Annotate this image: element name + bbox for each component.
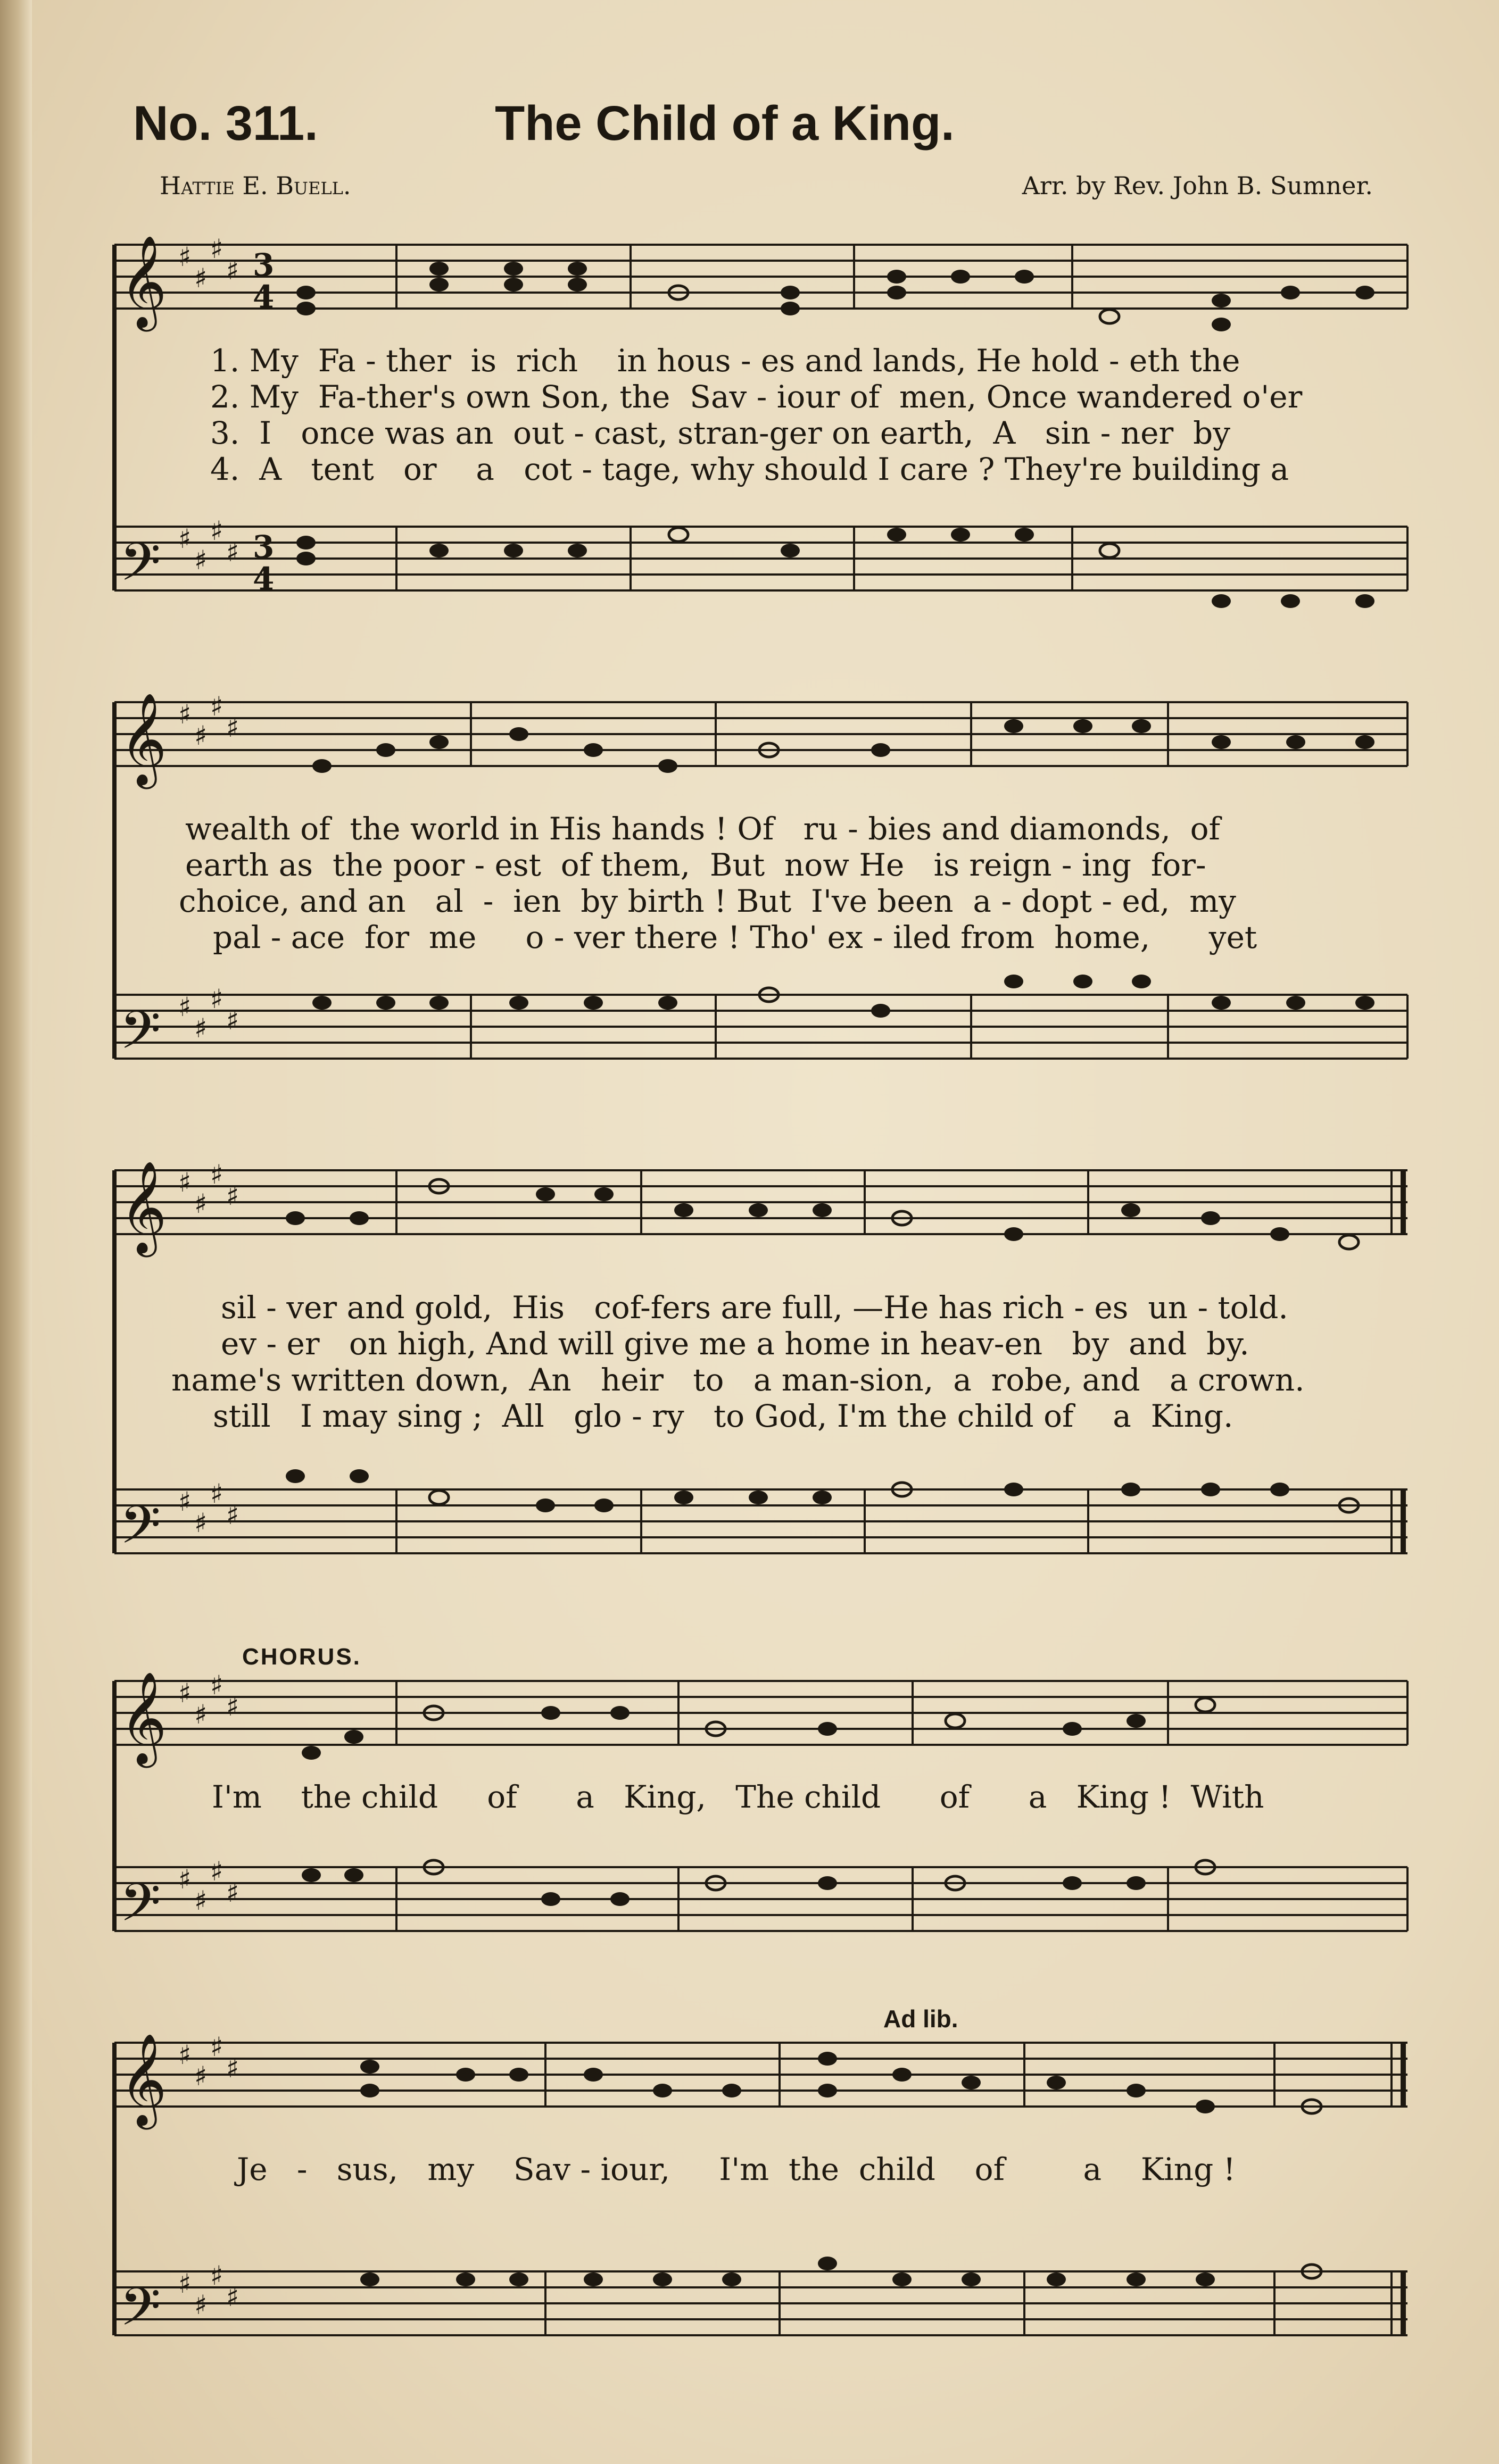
- svg-text:♯: ♯: [226, 537, 239, 568]
- svg-text:♯: ♯: [178, 1678, 192, 1709]
- svg-text:♯: ♯: [178, 242, 192, 272]
- svg-text:𝄢: 𝄢: [120, 1495, 161, 1569]
- svg-text:♯: ♯: [226, 255, 239, 286]
- svg-text:♯: ♯: [210, 984, 223, 1014]
- svg-text:♯: ♯: [194, 2290, 208, 2320]
- lyric-line-chorus-2: Je - sus, my Sav - iour, I'm the child of a King !: [237, 2151, 1236, 2187]
- svg-text:♯: ♯: [178, 2268, 192, 2299]
- chorus-label: CHORUS.: [242, 1644, 361, 1670]
- svg-text:♯: ♯: [194, 1885, 208, 1916]
- svg-text:♯: ♯: [226, 1005, 239, 1036]
- svg-text:♯: ♯: [178, 992, 192, 1022]
- lyric-line-verse-4: pal - ace for me o - ver there ! Tho' ex - iled from home, yet: [213, 919, 1257, 955]
- hymn-title: The Child of a King.: [495, 96, 955, 151]
- lyric-line-verse-3: name's written down, An heir to a man-sion, a robe, and a crown.: [171, 1362, 1305, 1398]
- staff-notation: [98, 2027, 1423, 2367]
- svg-text:♯: ♯: [194, 545, 208, 576]
- lyric-line-verse-3: choice, and an al - ien by birth ! But I've been a - dopt - ed, my: [179, 883, 1236, 919]
- svg-text:♯: ♯: [194, 1188, 208, 1219]
- svg-text:♯: ♯: [178, 1864, 192, 1895]
- svg-text:♯: ♯: [194, 263, 208, 294]
- svg-text:♯: ♯: [194, 720, 208, 751]
- svg-text:♯: ♯: [226, 1691, 239, 1722]
- svg-text:♯: ♯: [226, 1180, 239, 1211]
- svg-text:♯: ♯: [210, 1670, 223, 1701]
- svg-text:𝄢: 𝄢: [120, 2277, 161, 2351]
- svg-text:♯: ♯: [210, 1856, 223, 1887]
- lyric-line-verse-4: still I may sing ; All glo - ry to God, I'm the child of a King.: [213, 1398, 1233, 1434]
- lyricist-credit: Hattie E. Buell.: [160, 171, 351, 200]
- svg-text:♯: ♯: [178, 1486, 192, 1517]
- svg-text:♯: ♯: [178, 523, 192, 554]
- svg-text:♯: ♯: [226, 2282, 239, 2312]
- svg-text:𝄞: 𝄞: [120, 235, 167, 328]
- svg-text:♯: ♯: [210, 2260, 223, 2291]
- lyric-line-verse-2: 2. My Fa-ther's own Son, the Sav - iour of men, Once wandered o'er: [210, 379, 1303, 415]
- svg-text:3: 3: [253, 247, 275, 283]
- book-binding: [0, 0, 32, 2464]
- lyric-line-chorus-1: I'm the child of a King, The child of a King ! With: [212, 1779, 1264, 1815]
- svg-text:3: 3: [253, 529, 275, 565]
- svg-text:𝄢: 𝄢: [120, 1000, 161, 1074]
- lyric-line-verse-2: ev - er on high, And will give me a home in heav-en by and by.: [221, 1326, 1249, 1362]
- svg-text:♯: ♯: [178, 2040, 192, 2070]
- lyric-line-verse-3: 3. I once was an out - cast, stran-ger on earth, A sin - ner by: [210, 415, 1231, 451]
- svg-text:♯: ♯: [210, 1159, 223, 1190]
- svg-text:♯: ♯: [194, 1508, 208, 1538]
- svg-text:♯: ♯: [210, 515, 223, 546]
- svg-text:♯: ♯: [210, 691, 223, 722]
- lyric-line-verse-1: 1. My Fa - ther is rich in hous - es and lands, He hold - eth the: [210, 343, 1240, 379]
- svg-text:𝄢: 𝄢: [120, 1872, 161, 1946]
- arranger-credit: Arr. by Rev. John B. Sumner.: [1022, 171, 1373, 200]
- svg-text:𝄞: 𝄞: [120, 1671, 167, 1764]
- credits-line: [133, 171, 1373, 203]
- svg-text:♯: ♯: [210, 1478, 223, 1509]
- svg-text:♯: ♯: [194, 1699, 208, 1730]
- svg-text:𝄢: 𝄢: [120, 532, 161, 606]
- svg-text:𝄞: 𝄞: [120, 693, 167, 785]
- music-system-chorus-2: [98, 2027, 1423, 2367]
- lyric-line-verse-1: wealth of the world in His hands ! Of ru - bies and diamonds, of: [185, 811, 1221, 847]
- svg-text:♯: ♯: [178, 1167, 192, 1198]
- svg-text:𝄞: 𝄞: [120, 2033, 167, 2126]
- ad-lib-marking: Ad lib.: [883, 2005, 958, 2033]
- svg-text:𝄞: 𝄞: [120, 1161, 167, 1253]
- svg-text:4: 4: [253, 561, 275, 597]
- lyric-line-verse-2: earth as the poor - est of them, But now He is reign - ing for-: [185, 847, 1206, 883]
- svg-text:♯: ♯: [226, 712, 239, 743]
- svg-text:♯: ♯: [226, 1500, 239, 1530]
- hymn-number: No. 311.: [133, 96, 318, 151]
- hymn-header: [133, 96, 1399, 160]
- svg-text:♯: ♯: [194, 1013, 208, 1044]
- svg-text:♯: ♯: [226, 1877, 239, 1908]
- svg-text:♯: ♯: [194, 2061, 208, 2092]
- svg-text:♯: ♯: [226, 2053, 239, 2084]
- lyric-line-verse-1: sil - ver and gold, His cof-fers are full, —He has rich - es un - told.: [221, 1289, 1288, 1326]
- svg-text:♯: ♯: [210, 234, 223, 264]
- svg-text:♯: ♯: [178, 699, 192, 730]
- svg-text:4: 4: [253, 279, 275, 315]
- svg-text:♯: ♯: [210, 2032, 223, 2062]
- lyric-line-verse-4: 4. A tent or a cot - tage, why should I care ? They're building a: [210, 451, 1289, 487]
